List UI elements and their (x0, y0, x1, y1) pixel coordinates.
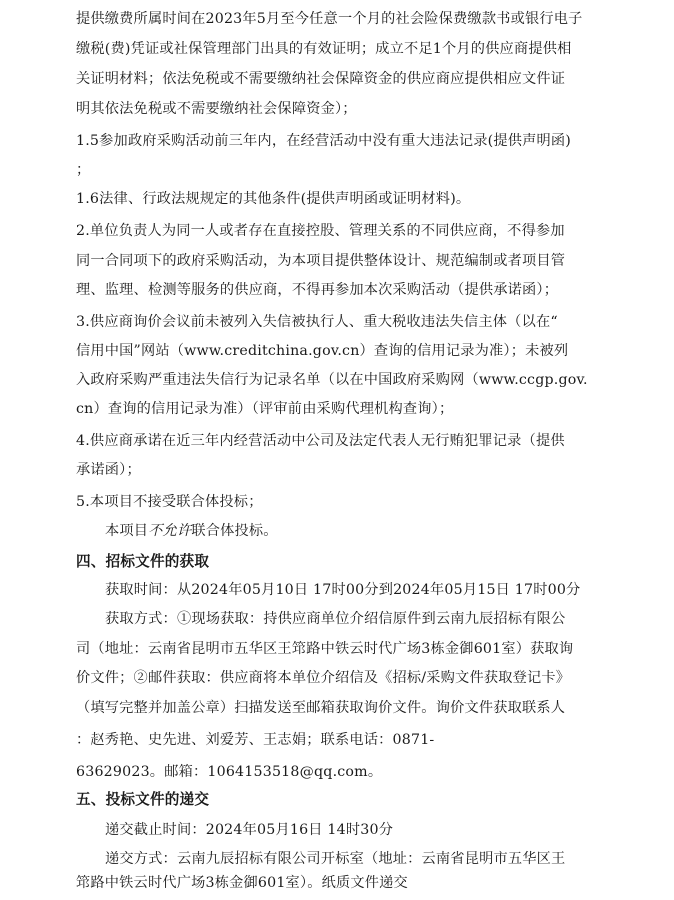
body-line: 缴税(费)凭证或社保管理部门出具的有效证明；成立不足1个月的供应商提供相 (76, 41, 572, 57)
body-line: 明其依法免税或不需要缴纳社会保障资金）； (76, 101, 357, 117)
body-line: cn）查询的信用记录为准）（评审前由采购代理机构查询）； (76, 401, 454, 417)
body-line: 承诺函）； (76, 462, 141, 478)
section4-heading: 四、招标文件的获取 (76, 553, 210, 570)
consortium-line (105, 521, 278, 541)
body-line: 入政府采购严重违法失信行为记录名单（以在中国政府采购网（www.ccgp.gov. (76, 372, 588, 388)
section4-method-line: 司（地址：云南省昆明市五华区王筇路中铁云时代广场3栋金御601室）获取询 (76, 641, 574, 657)
body-line: 关证明材料；依法免税或不需要缴纳社会保障资金的供应商应提供相应文件证 (76, 71, 566, 87)
body-line: 理、监理、检测等服务的供应商，不得再参加本次采购活动（提供承诺函）； (76, 282, 559, 298)
body-line: 1.5参加政府采购活动前三年内，在经营活动中没有重大违法记录(提供声明函) (76, 133, 572, 149)
body-line: 2.单位负责人为同一人或者存在直接控股、管理关系的不同供应商，不得参加 (76, 223, 565, 239)
consortium-post: 联合体投标。 (191, 523, 278, 539)
body-line: 提供缴费所属时间在2023年5月至今任意一个月的社会险保费缴款书或银行电子 (76, 11, 583, 27)
section4-time: 获取时间：从2024年05月10日 17时00分到2024年05月15日 17时00分 (105, 582, 581, 598)
body-line: 同一合同项下的政府采购活动，为本项目提供整体设计、规范编制或者项目管 (76, 253, 566, 269)
section4-method-line: 63629023。邮箱：1064153518@qq.com。 (76, 764, 383, 780)
section4-method-line: 获取方式：①现场获取：持供应商单位介绍信原件到云南九辰招标有限公 (105, 611, 566, 627)
body-line: 3.供应商询价会议前未被列入失信被执行人、重大税收违法失信主体（以在“ (76, 314, 558, 330)
section5-method-line: 递交方式：云南九辰招标有限公司开标室（地址：云南省昆明市五华区王 (105, 851, 566, 867)
section5-deadline: 递交截止时间：2024年05月16日 14时30分 (105, 822, 394, 838)
section5-heading: 五、投标文件的递交 (76, 791, 210, 808)
body-line: ； (76, 162, 91, 178)
body-line: 4.供应商承诺在近三年内经营活动中公司及法定代表人无行贿犯罪记录（提供 (76, 433, 565, 449)
body-line: 信用中国”网站（www.creditchina.gov.cn）查询的信用记录为准）；未被列 (76, 343, 569, 359)
section4-method-line: ：赵秀艳、史先进、刘爱芳、王志娟；联系电话：0871- (76, 732, 435, 748)
consortium-pre: 本项目 (105, 523, 149, 539)
body-line: 5.本项目不接受联合体投标； (76, 494, 263, 510)
consortium-emphasis: 不允许 (148, 523, 192, 539)
section5-method-line: 筇路中铁云时代广场3栋金御601室）。纸质文件递交 (76, 875, 408, 891)
section4-method-line: （填写完整并加盖公章）扫描发送至邮箱获取询价文件。询价文件获取联系人 (76, 700, 566, 716)
section4-method-line: 价文件；②邮件获取：供应商将本单位介绍信及《招标/采购文件获取登记卡》 (76, 670, 571, 686)
body-line: 1.6法律、行政法规规定的其他条件(提供声明函或证明材料)。 (76, 191, 471, 207)
